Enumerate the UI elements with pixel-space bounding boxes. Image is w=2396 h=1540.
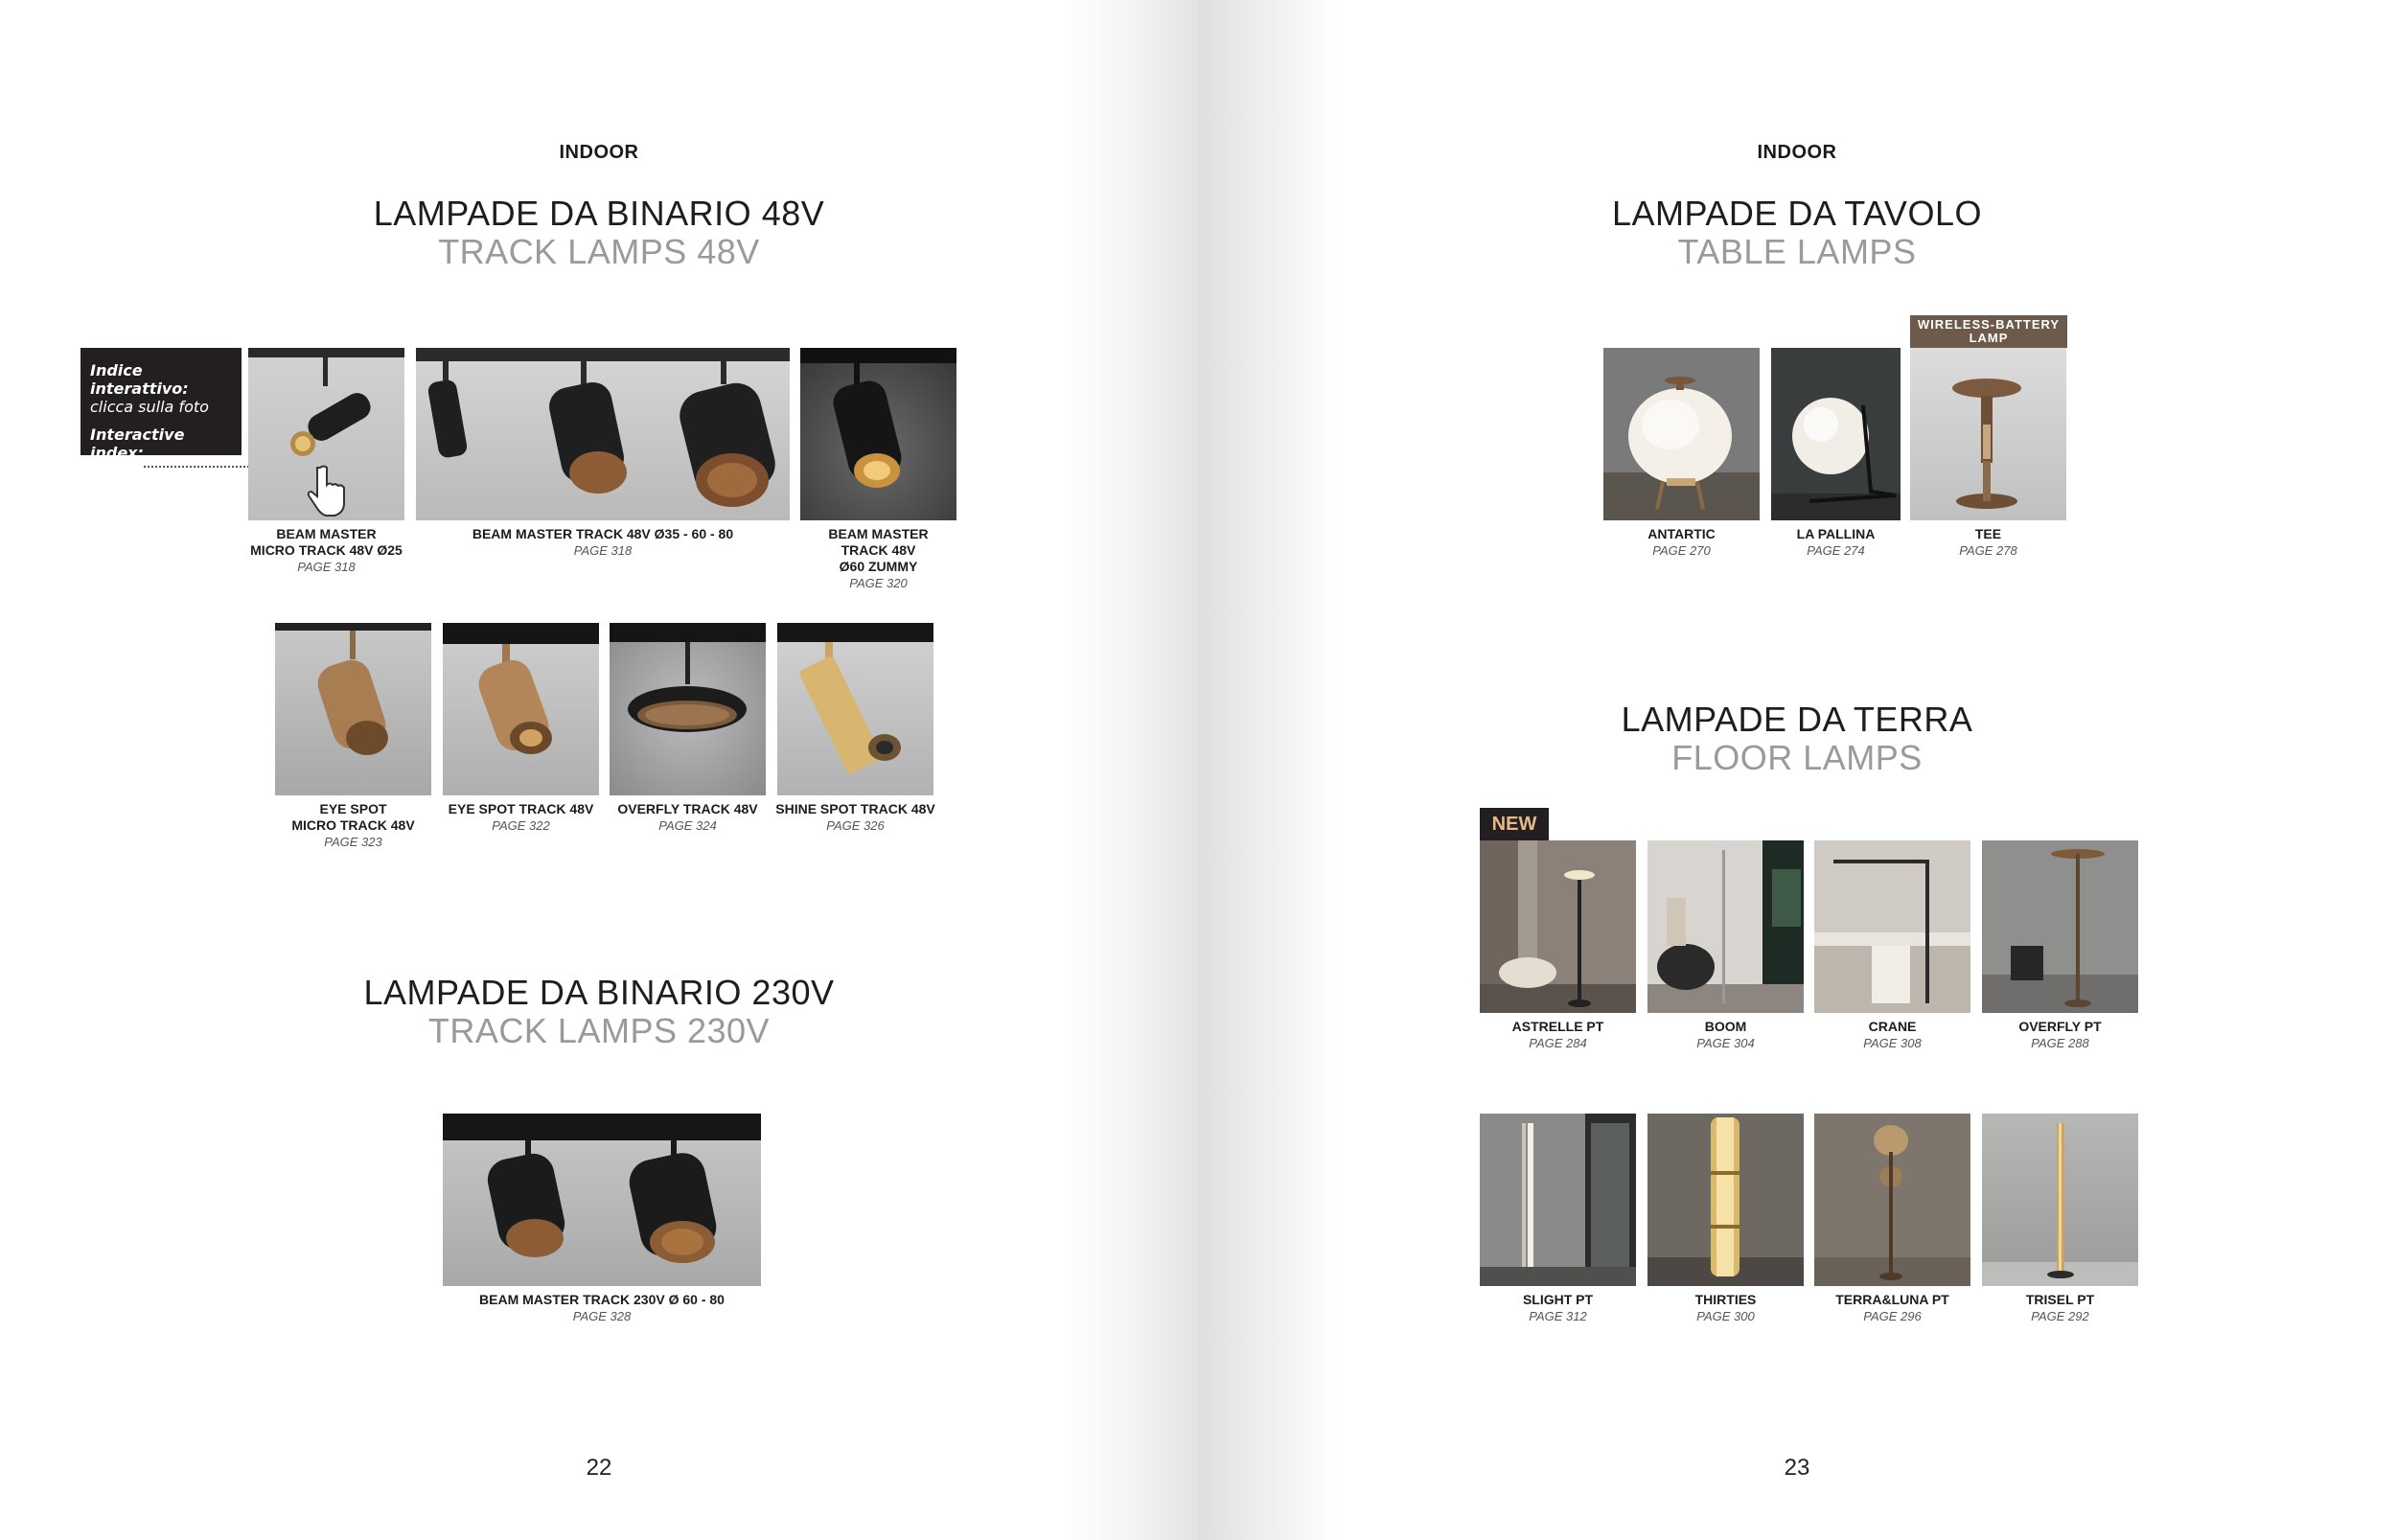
- product-name: ASTRELLE PT: [1511, 1019, 1604, 1034]
- product-photo[interactable]: [1982, 1114, 2138, 1286]
- product-page: PAGE 326: [826, 818, 885, 833]
- product-name: EYE SPOT MICRO TRACK 48V: [291, 801, 415, 833]
- product-card-beam-master-230[interactable]: [443, 1114, 761, 1323]
- product-card-eye-spot-track[interactable]: [443, 623, 599, 833]
- product-page: PAGE 304: [1696, 1036, 1755, 1050]
- product-photo[interactable]: [443, 1114, 761, 1286]
- wireless-battery-badge: WIRELESS-BATTERY LAMP: [1910, 315, 2067, 348]
- track48-title-it: LAMPADE DA BINARIO 48V: [373, 194, 825, 233]
- product-photo[interactable]: [1814, 1114, 1970, 1286]
- track230-title-it: LAMPADE DA BINARIO 230V: [363, 973, 835, 1012]
- product-name: BEAM MASTER TRACK 230V Ø 60 - 80: [479, 1292, 725, 1307]
- product-card-beam-master-track[interactable]: [416, 348, 790, 558]
- product-name: BEAM MASTER MICRO TRACK 48V Ø25: [250, 526, 403, 558]
- product-card-terra-luna-pt[interactable]: [1814, 1114, 1970, 1323]
- floor-title-en: FLOOR LAMPS: [1671, 738, 1923, 777]
- product-photo[interactable]: [610, 623, 766, 795]
- product-photo[interactable]: [1814, 840, 1970, 1013]
- product-page: PAGE 318: [297, 560, 356, 574]
- product-name: LA PALLINA: [1796, 526, 1876, 541]
- product-page: PAGE 318: [573, 543, 633, 558]
- product-page: PAGE 324: [658, 818, 717, 833]
- index-pointer-line: [144, 466, 249, 468]
- product-page: PAGE 308: [1863, 1036, 1922, 1050]
- product-card-la-pallina[interactable]: [1771, 348, 1901, 558]
- product-page: PAGE 296: [1863, 1309, 1922, 1323]
- table-title-it: LAMPADE DA TAVOLO: [1612, 194, 1982, 233]
- product-name: EYE SPOT TRACK 48V: [448, 801, 594, 816]
- new-badge: NEW: [1480, 808, 1549, 840]
- product-photo[interactable]: [1771, 348, 1901, 520]
- product-name: ANTARTIC: [1647, 526, 1716, 541]
- product-page: PAGE 322: [492, 818, 550, 833]
- section-tag: INDOOR: [559, 142, 639, 163]
- product-name: OVERFLY PT: [2018, 1019, 2102, 1034]
- product-photo[interactable]: [1647, 840, 1804, 1013]
- product-card-beam-master-micro[interactable]: [248, 348, 404, 574]
- index-it: clicca sulla foto: [90, 398, 209, 416]
- interactive-index-note: [81, 348, 242, 480]
- product-photo[interactable]: [443, 623, 599, 795]
- product-card-trisel-pt[interactable]: [1982, 1114, 2138, 1323]
- product-photo[interactable]: [1647, 1114, 1804, 1286]
- product-card-tee[interactable]: [1910, 348, 2066, 558]
- product-photo[interactable]: [777, 623, 933, 795]
- product-card-antartic[interactable]: [1603, 348, 1760, 558]
- product-card-astrelle-pt[interactable]: [1480, 840, 1636, 1050]
- floor-title-it: LAMPADE DA TERRA: [1621, 700, 1973, 739]
- product-card-crane[interactable]: [1814, 840, 1970, 1050]
- product-page: PAGE 284: [1529, 1036, 1587, 1050]
- product-page: PAGE 270: [1652, 543, 1711, 558]
- index-en-bold: Interactive index:: [90, 425, 185, 462]
- product-name: BEAM MASTER TRACK 48V Ø60 ZUMMY: [828, 526, 929, 574]
- product-photo[interactable]: [416, 348, 790, 520]
- product-page: PAGE 312: [1529, 1309, 1587, 1323]
- index-en: click on the photo: [90, 462, 228, 480]
- product-page: PAGE 320: [849, 576, 908, 590]
- product-photo[interactable]: [1910, 348, 2066, 520]
- product-name: CRANE: [1868, 1019, 1917, 1034]
- product-page: PAGE 278: [1959, 543, 2017, 558]
- track48-title-en: TRACK LAMPS 48V: [438, 232, 760, 271]
- page-number: 23: [1784, 1455, 1810, 1481]
- product-page: PAGE 328: [572, 1309, 632, 1323]
- product-card-thirties[interactable]: [1647, 1114, 1804, 1323]
- product-photo[interactable]: [1480, 1114, 1636, 1286]
- index-it-bold: Indice interattivo:: [90, 361, 189, 398]
- product-card-overfly-pt[interactable]: [1982, 840, 2138, 1050]
- product-card-slight-pt[interactable]: [1480, 1114, 1636, 1323]
- product-page: PAGE 300: [1696, 1309, 1755, 1323]
- hand-pointer-icon: [307, 464, 349, 517]
- track230-title-en: TRACK LAMPS 230V: [427, 1011, 771, 1050]
- product-page: PAGE 292: [2031, 1309, 2089, 1323]
- product-name: TERRA&LUNA PT: [1835, 1292, 1949, 1307]
- product-photo[interactable]: [275, 623, 431, 795]
- product-photo[interactable]: [1603, 348, 1760, 520]
- product-name: BEAM MASTER TRACK 48V Ø35 - 60 - 80: [472, 526, 734, 541]
- product-photo[interactable]: [1480, 840, 1636, 1013]
- table-title-en: TABLE LAMPS: [1677, 232, 1917, 271]
- product-card-boom[interactable]: [1647, 840, 1804, 1050]
- product-name: TEE: [1974, 526, 2002, 541]
- product-page: PAGE 274: [1807, 543, 1865, 558]
- product-page: PAGE 288: [2031, 1036, 2089, 1050]
- product-card-shine-spot-track[interactable]: [775, 623, 935, 833]
- product-name: SLIGHT PT: [1522, 1292, 1594, 1307]
- product-card-eye-spot-micro[interactable]: [275, 623, 431, 849]
- section-tag: INDOOR: [1757, 142, 1837, 163]
- product-card-overfly-track[interactable]: [610, 623, 766, 833]
- product-name: THIRTIES: [1694, 1292, 1757, 1307]
- product-photo[interactable]: [1982, 840, 2138, 1013]
- product-card-beam-master-zummy[interactable]: [800, 348, 956, 590]
- product-name: TRISEL PT: [2025, 1292, 2095, 1307]
- product-name: OVERFLY TRACK 48V: [617, 801, 758, 816]
- product-page: PAGE 323: [324, 835, 382, 849]
- product-name: BOOM: [1704, 1019, 1747, 1034]
- page-number: 22: [586, 1455, 612, 1481]
- product-name: SHINE SPOT TRACK 48V: [775, 801, 935, 816]
- product-photo[interactable]: [800, 348, 956, 520]
